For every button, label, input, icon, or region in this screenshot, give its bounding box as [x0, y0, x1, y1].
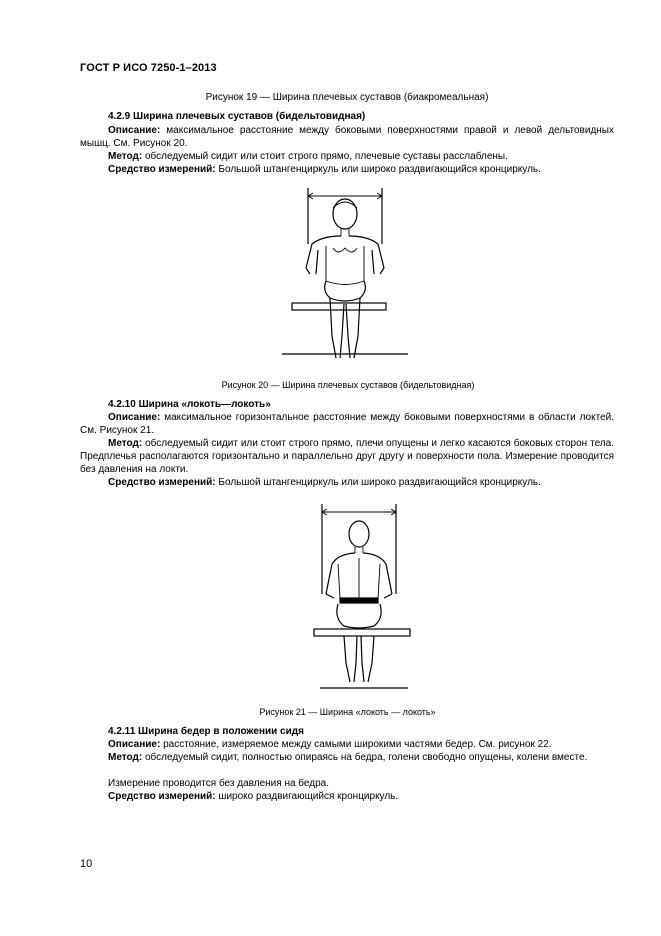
section-4-2-10-method — [80, 437, 614, 476]
section-4-2-11-title: 4.2.11 Ширина бедер в положении сидя — [108, 726, 304, 737]
method-label: Метод: — [108, 752, 143, 763]
section-4-2-11-description — [80, 738, 614, 751]
description-label: Описание: — [108, 739, 161, 750]
section-4-2-11-tool — [80, 790, 614, 803]
method-text: обследуемый сидит, полностью опираясь на бедра, голени свободно опущены, колени вместе. — [144, 752, 588, 763]
figure-19-caption: Рисунок 19 — Ширина плечевых суставов (биакромеальная) — [205, 92, 489, 103]
tool-label: Средство измерений: — [108, 477, 216, 488]
method-text: обследуемый сидит или стоит строго прямо, плечевые суставы расслаблены. — [144, 151, 508, 162]
section-4-2-9-tool — [80, 163, 614, 176]
method-text: обследуемый сидит или стоит строго прямо, плечи опущены и легко касаются боковых сторон тела. Предплечья располагаются горизонтально и параллельно друг другу и поверхности пола. Измерение проводится без давления на локти. — [80, 438, 615, 475]
section-4-2-10-title: 4.2.10 Ширина «локоть—локоть» — [108, 399, 271, 410]
document-header: ГОСТ Р ИСО 7250-1–2013 — [80, 62, 217, 74]
tool-label: Средство измерений: — [108, 164, 216, 175]
figure-21-illustration — [304, 498, 420, 694]
tool-text: широко раздвигающийся кронциркуль. — [218, 791, 399, 802]
section-4-2-9-description — [80, 124, 614, 150]
description-label: Описание: — [108, 125, 161, 136]
description-text: максимальное расстояние между боковыми поверхностями правой и левой дельтовидных мышц. См. Рисунок 20. — [80, 125, 614, 149]
tool-text: Большой штангенциркуль или широко раздвигающийся кронциркуль. — [218, 477, 541, 488]
page-number: 10 — [80, 858, 93, 870]
description-label: Описание: — [108, 412, 161, 423]
section-4-2-10-description — [80, 411, 614, 437]
section-4-2-11-note: Измерение проводится без давления на бедра. — [108, 778, 329, 789]
description-text: максимальное горизонтальное расстояние между боковыми поверхностями в области локтей. См. Рисунок 21. — [80, 412, 614, 436]
section-4-2-10-tool — [80, 476, 614, 489]
section-4-2-9-title: 4.2.9 Ширина плечевых суставов (бидельтовидная) — [108, 111, 366, 122]
figure-20-illustration — [278, 186, 413, 364]
tool-text: Большой штангенциркуль или широко раздвигающийся кронциркуль. — [218, 164, 541, 175]
method-label: Метод: — [108, 438, 143, 449]
section-4-2-11-method — [80, 751, 614, 764]
method-label: Метод: — [108, 151, 143, 162]
figure-20-caption: Рисунок 20 — Ширина плечевых суставов (бидельтовидная) — [221, 380, 475, 390]
figure-21-caption: Рисунок 21 — Ширина «локоть — локоть» — [259, 707, 436, 717]
tool-label: Средство измерений: — [108, 791, 216, 802]
description-text: расстояние, измеряемое между самыми широкими частями бедер. См. рисунок 22. — [163, 739, 552, 750]
section-4-2-9-method — [80, 150, 614, 163]
